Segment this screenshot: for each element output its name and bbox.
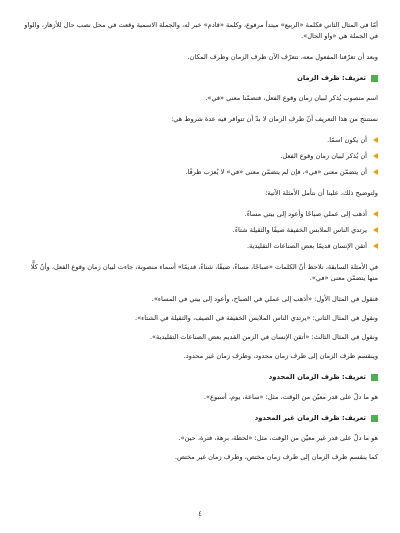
paragraph-example-3: ونقول في المثال الثالث: «أتقن الإنسان في الزمن القديم بعض الصناعات التقليدية».: [149, 333, 378, 341]
list-item: [22, 225, 378, 236]
orange-triangle-bullet-icon: [373, 153, 378, 159]
paragraph-definition: اسم منصوب يُذكر لبيان زمان وقوع الفعل، فتضمّنا معنى «في».: [205, 94, 378, 102]
heading-unlimited-time-adverb: [22, 413, 378, 424]
list-item-text: أذهب إلى عملي صباحًا وأعود إلى بيتي مساءً.: [244, 210, 367, 218]
orange-triangle-bullet-icon: [373, 243, 378, 249]
paragraph-example-2: ونقول في المثال الثاني: «يرتدي الناس الملابس الخفيفة في الصيف، والثقيلة في الشتاء».: [135, 314, 378, 322]
orange-triangle-bullet-icon: [373, 211, 378, 217]
paragraph-limited-definition: هو ما دلّ على قدر معيّن من الوقت، مثل: «ساعة، يوم، أسبوع».: [203, 393, 378, 401]
list-item: [22, 209, 378, 220]
heading-label: تعريف: ظرف الزمان غير المحدود: [254, 414, 366, 422]
list-item: [22, 135, 378, 146]
list-item-text: يرتدي الناس الملابس الخفيفة صيفًا والثقيلة شتاءً.: [232, 226, 367, 234]
green-square-icon: [371, 374, 378, 381]
list-item-text: أن يكون اسمًا.: [327, 136, 367, 144]
paragraph-transition: وبعد أن تعرّفنا المفعول معه، نتعرّف الآن ظرف الزمان وظرف المكان.: [187, 53, 378, 61]
paragraph-division: وينقسم ظرف الزمان إلى ظرف زمان محدود، وظرف زمان غير محدود.: [183, 352, 378, 360]
examples-list: [22, 209, 378, 252]
paragraph-intro: أمّا في المثال الثاني فكلمة «الربيع» مبتدأ مرفوع، وكلمة «قادم» خبر له، والجملة الاسمية وقعت في محل نصب حال للأزهار، والواو في الجملة هي «واو الحال».: [24, 21, 378, 40]
heading-label: تعريف: ظرف الزمان المحدود: [268, 373, 366, 381]
heading-time-adverb-definition: [22, 73, 378, 84]
paragraph-specific-division: كما ينقسم ظرف الزمان إلى ظرف زمان مختص، وظرف زمان غير مختص.: [174, 453, 378, 461]
list-item-text: أتقن الإنسان قديمًا بعض الصناعات التقليدية.: [246, 242, 367, 250]
paragraph-example-1: فنقول في المثال الأول: «أذهب إلى عملي في الصباح، وأعود إلى بيتي في المساء».: [151, 295, 378, 303]
green-square-icon: [371, 415, 378, 422]
orange-triangle-bullet-icon: [373, 227, 378, 233]
paragraph-unlimited-definition: هو ما دلّ على قدر غير معيّن من الوقت، مثل: «لحظة، برهة، فترة، حين».: [178, 434, 378, 442]
list-item-text: أن يتضمّن معنى «في»، فإن لم يتضمّن معنى «في» لا يُعرَب ظرفًا.: [185, 168, 367, 176]
paragraph-conditions-intro: نستنتج من هذا التعريف أنّ ظرف الزمان لا بدّ أن تتوافر فيه عدة شروط هي:: [171, 115, 378, 123]
paragraph-examples-intro: ولتوضيح ذلك، علينا أن نتأمل الأمثلة الآتية:: [265, 189, 378, 197]
list-item-text: أن يُذكر لبيان زمان وقوع الفعل.: [280, 152, 367, 160]
page-number: ٤: [198, 510, 202, 518]
list-item: [22, 241, 378, 252]
green-square-icon: [371, 75, 378, 82]
heading-limited-time-adverb: [22, 372, 378, 383]
orange-triangle-bullet-icon: [373, 169, 378, 175]
paragraph-analysis: في الأمثلة السابقة، نلاحظ أنّ الكلمات «صباحًا، مساءً، صيفًا، شتاءً، قديمًا» أسماء منصوبة، جاءت لبيان زمان وقوع الفعل، وأنّ كلًّا منها يتضمّن معنى «في».: [30, 263, 378, 282]
conditions-list: [22, 135, 378, 178]
orange-triangle-bullet-icon: [373, 137, 378, 143]
list-item: [22, 167, 378, 178]
heading-label: تعريف: ظرف الزمان: [297, 74, 366, 82]
list-item: [22, 151, 378, 162]
